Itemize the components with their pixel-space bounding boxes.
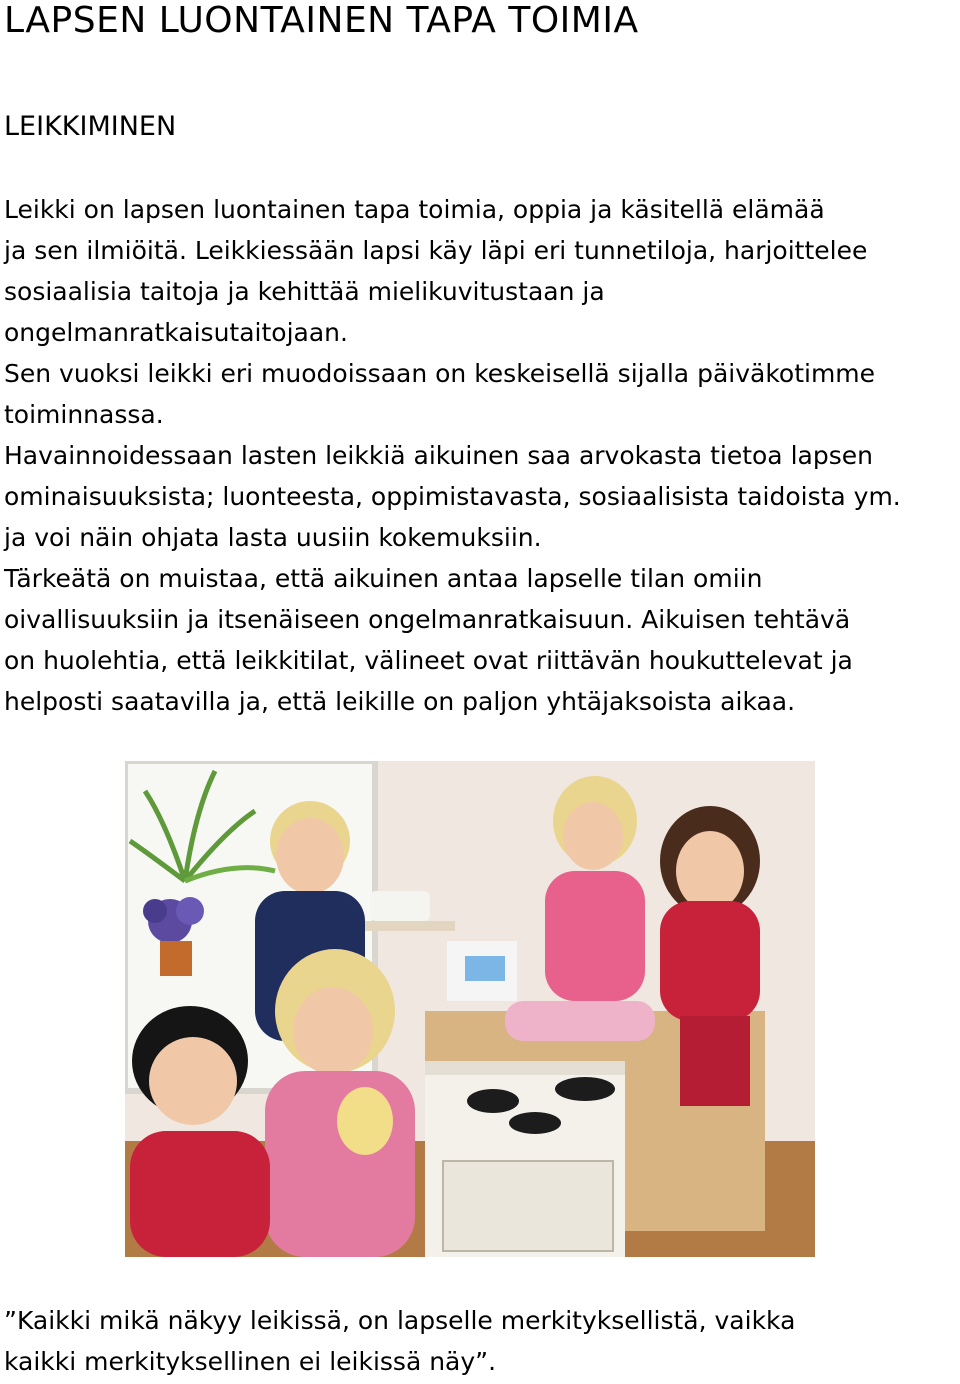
closing-quote [4,1300,795,1382]
body-line: ja voi näin ohjata lasta uusiin kokemuksiin. [4,523,542,552]
photo-girl-front [265,949,415,1257]
body-line: ja sen ilmiöitä. Leikkiessään lapsi käy läpi eri tunnetiloja, harjoittelee [4,236,868,265]
body-line: toiminnassa. [4,400,164,429]
body-line: Leikki on lapsen luontainen tapa toimia, oppia ja käsitellä elämää [4,195,825,224]
body-line: ongelmanratkaisutaitojaan. [4,318,348,347]
section-heading: LEIKKIMINEN [4,111,177,142]
photo-illustration [125,761,815,1257]
body-line: ominaisuuksista; luonteesta, oppimistavasta, sosiaalisista taidoista ym. [4,482,901,511]
body-line: helposti saatavilla ja, että leikille on paljon yhtäjaksoista aikaa. [4,687,796,716]
body-line: oivallisuuksiin ja itsenäiseen ongelmanratkaisuun. Aikuisen tehtävä [4,605,851,634]
body-line: Tärkeätä on muistaa, että aikuinen antaa lapselle tilan omiin [4,564,763,593]
body-line: Havainnoidessaan lasten leikkiä aikuinen saa arvokasta tietoa lapsen [4,441,873,470]
quote-line: kaikki merkityksellinen ei leikissä näy”. [4,1347,497,1376]
body-line: Sen vuoksi leikki eri muodoissaan on keskeisellä sijalla päiväkotimme [4,359,876,388]
body-line: on huolehtia, että leikkitilat, välineet ovat riittävän houkuttelevat ja [4,646,853,675]
body-paragraph [4,189,960,722]
photo-side-table [355,921,455,931]
quote-line: ”Kaikki mikä näkyy leikissä, on lapselle merkityksellistä, vaikka [4,1306,796,1335]
page-title: LAPSEN LUONTAINEN TAPA TOIMIA [4,0,639,41]
children-playing-photo [125,761,815,1257]
photo-toy-stove [425,1061,625,1257]
body-line: sosiaalisia taitoja ja kehittää mielikuvitustaan ja [4,277,605,306]
